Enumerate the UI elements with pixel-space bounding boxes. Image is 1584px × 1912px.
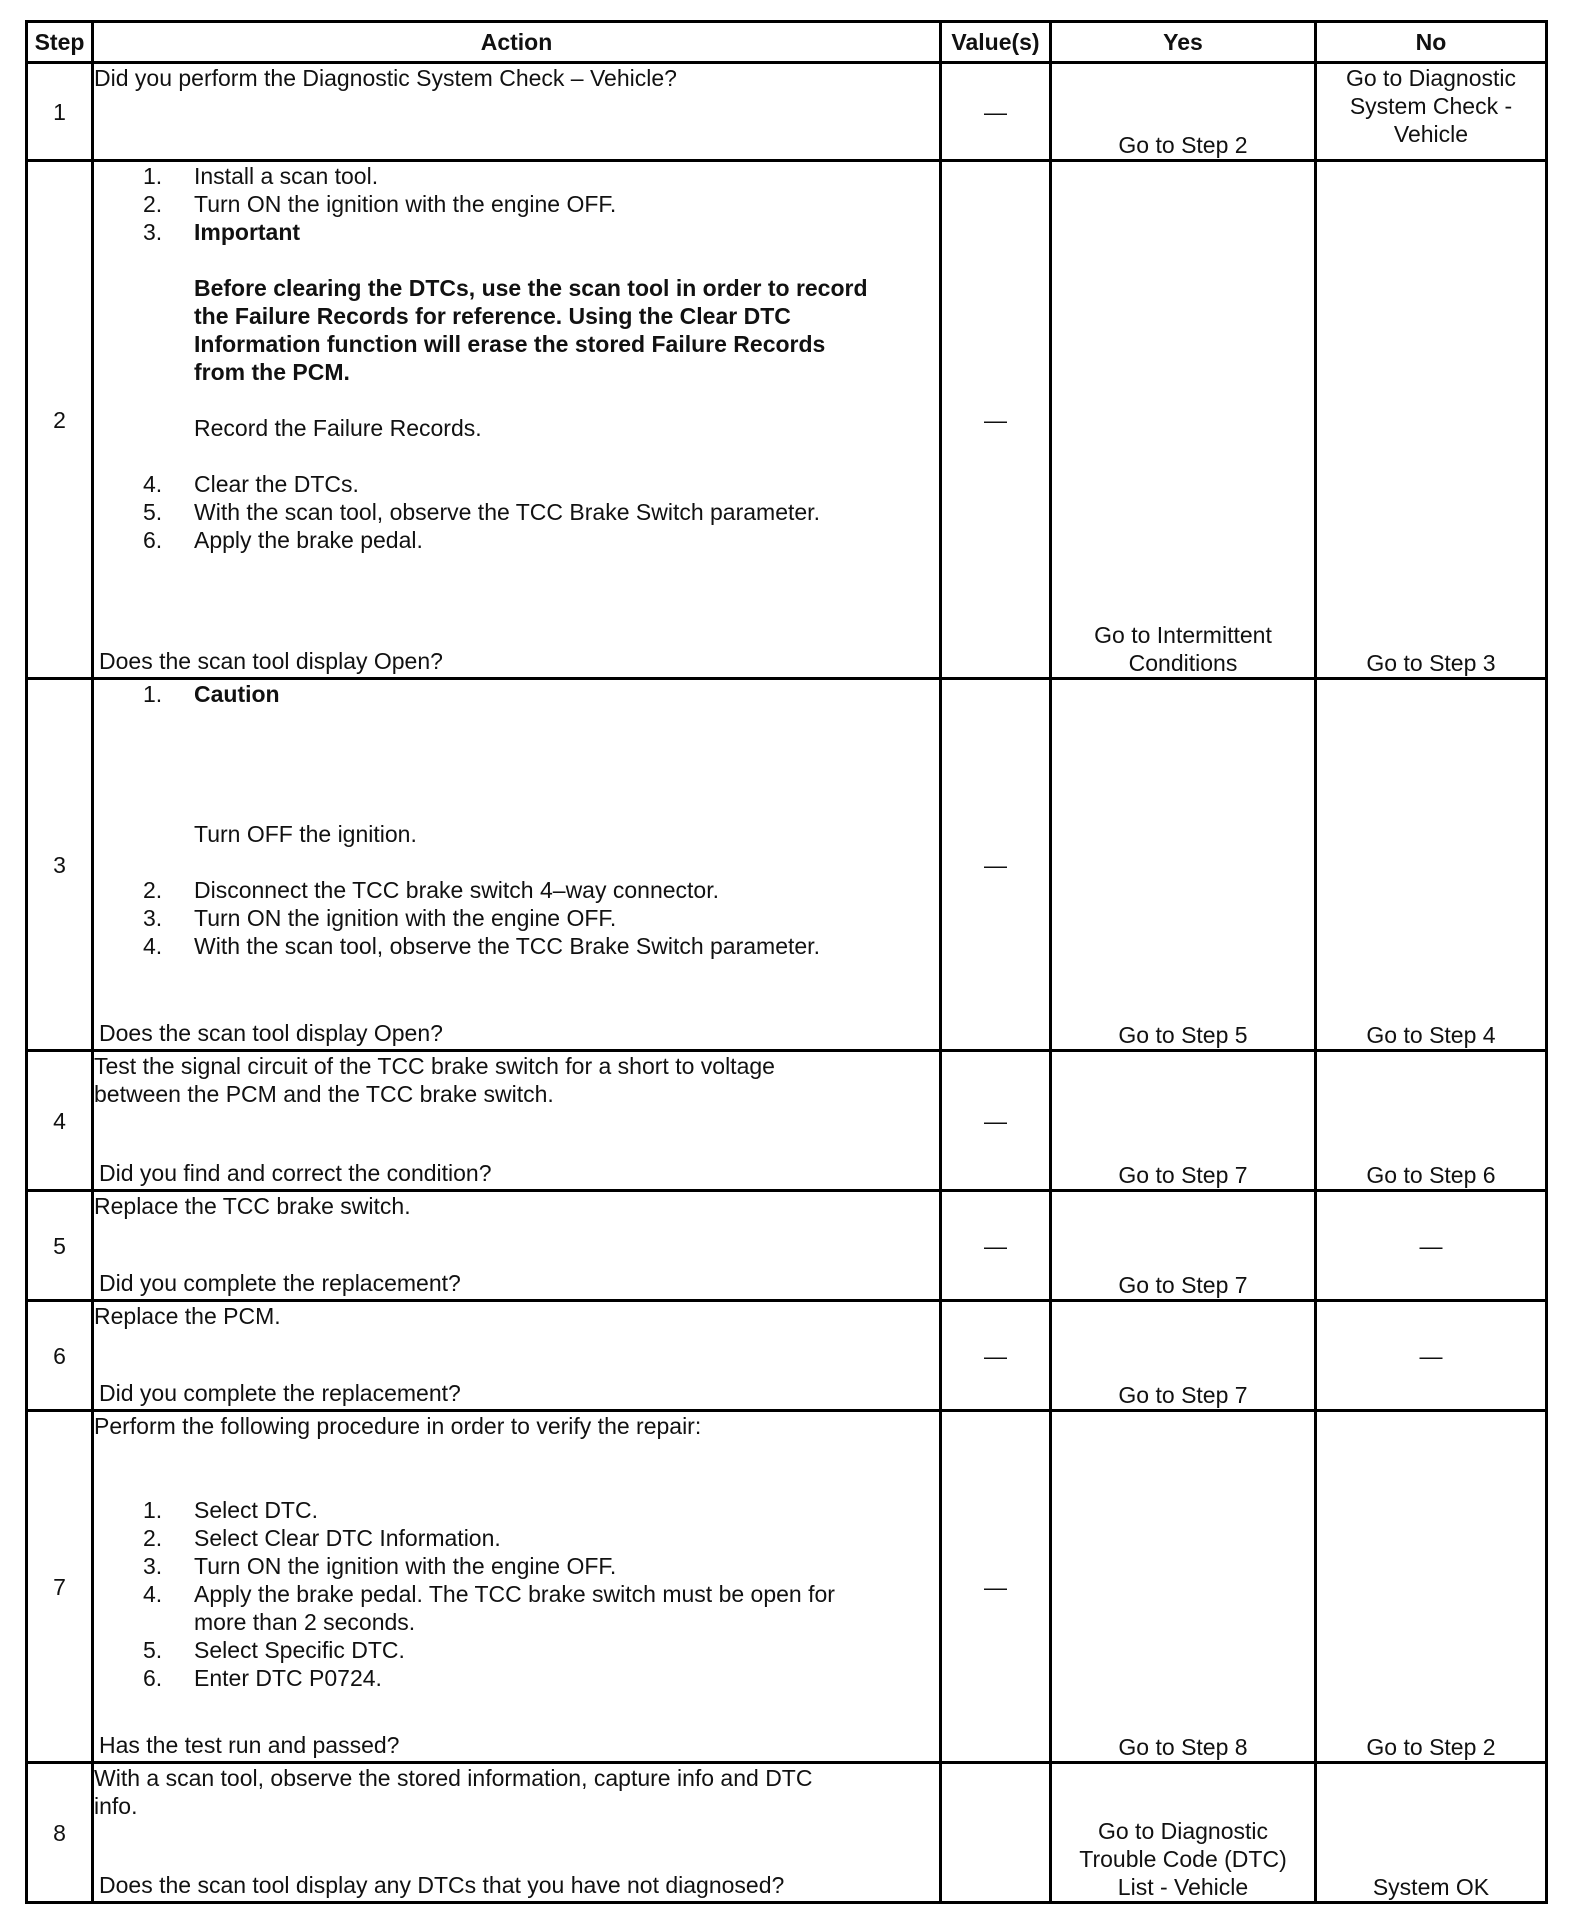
important-note <box>94 274 939 386</box>
question-text: Has the test run and passed? <box>99 1732 400 1758</box>
action-cell <box>93 1051 941 1191</box>
step-number: 1 <box>27 63 93 161</box>
header-yes: Yes <box>1051 22 1316 63</box>
item-text: more than 2 seconds. <box>194 1609 416 1635</box>
value-cell: — <box>941 161 1051 679</box>
header-step: Step <box>27 22 93 63</box>
yes-cell: Go to Step 7 <box>1051 1191 1316 1301</box>
procedure-list <box>94 680 939 708</box>
item-text: Enter DTC P0724. <box>194 1665 382 1691</box>
list-item <box>94 1608 939 1636</box>
caution-label: Caution <box>194 681 280 707</box>
list-item <box>94 1636 939 1664</box>
list-item <box>94 190 939 218</box>
item-number: 2. <box>143 1525 163 1551</box>
value-cell <box>941 1763 1051 1903</box>
list-item <box>94 470 939 498</box>
list-item <box>94 904 939 932</box>
record-instruction: Record the Failure Records. <box>194 415 482 441</box>
no-cell: Go to Step 4 <box>1316 679 1547 1051</box>
question-text: Did you complete the replacement? <box>99 1270 461 1296</box>
diagnostic-table <box>25 20 1548 1904</box>
no-cell: Go to Step 2 <box>1316 1411 1547 1763</box>
item-text: Select Clear DTC Information. <box>194 1525 501 1551</box>
action-cell <box>93 1411 941 1763</box>
action-text: Perform the following procedure in order to verify the repair: <box>94 1413 702 1439</box>
list-item <box>94 1552 939 1580</box>
action-line: Test the signal circuit of the TCC brake switch for a short to voltage <box>94 1053 775 1079</box>
no-cell: Go to Step 6 <box>1316 1051 1547 1191</box>
item-number: 6. <box>143 1665 163 1691</box>
list-item <box>94 876 939 904</box>
step-number: 5 <box>27 1191 93 1301</box>
table-row <box>27 1763 1547 1903</box>
procedure-list <box>94 162 939 246</box>
list-item <box>94 1664 939 1692</box>
yes-line: Go to Diagnostic <box>1097 1818 1269 1844</box>
action-text: Replace the TCC brake switch. <box>94 1193 411 1219</box>
value-cell: — <box>941 1411 1051 1763</box>
action-cell <box>93 1763 941 1903</box>
yes-cell: Go to Step 7 <box>1051 1051 1316 1191</box>
item-text: Install a scan tool. <box>194 163 379 189</box>
action-cell <box>93 63 941 161</box>
item-number: 5. <box>143 499 163 525</box>
item-text: Turn ON the ignition with the engine OFF. <box>194 905 617 931</box>
action-cell <box>93 161 941 679</box>
note-line: from the PCM. <box>194 359 350 385</box>
item-number: 1. <box>143 1497 163 1523</box>
step-number: 4 <box>27 1051 93 1191</box>
list-item <box>94 932 939 960</box>
procedure-list <box>94 470 939 554</box>
table-row <box>27 679 1547 1051</box>
action-text: Did you perform the Diagnostic System Check – Vehicle? <box>94 65 677 91</box>
list-item <box>94 218 939 246</box>
table-row <box>27 1051 1547 1191</box>
item-text: Clear the DTCs. <box>194 471 359 497</box>
table-row <box>27 1411 1547 1763</box>
item-number: 5. <box>143 1637 163 1663</box>
item-number: 1. <box>143 163 163 189</box>
item-number: 3. <box>143 1553 163 1579</box>
yes-line: Trouble Code (DTC) <box>1079 1846 1287 1872</box>
yes-cell: Go to Step 2 <box>1051 63 1316 161</box>
step-number: 6 <box>27 1301 93 1411</box>
no-cell: — <box>1316 1191 1547 1301</box>
item-text: Apply the brake pedal. The TCC brake switch must be open for <box>194 1581 835 1607</box>
yes-line: Conditions <box>1128 650 1238 676</box>
action-line: With a scan tool, observe the stored information, capture info and DTC <box>94 1765 813 1791</box>
no-line: Go to Diagnostic <box>1345 65 1517 91</box>
question-text: Did you complete the replacement? <box>99 1380 461 1406</box>
yes-cell <box>1051 161 1316 679</box>
item-text: Turn ON the ignition with the engine OFF. <box>194 1553 617 1579</box>
table-row <box>27 63 1547 161</box>
action-cell <box>93 679 941 1051</box>
header-action: Action <box>93 22 941 63</box>
action-cell <box>93 1301 941 1411</box>
important-label: Important <box>194 219 301 245</box>
question-text: Does the scan tool display Open? <box>99 648 443 674</box>
header-row <box>27 22 1547 63</box>
item-number: 3. <box>143 905 163 931</box>
list-item <box>94 1580 939 1608</box>
step-number: 8 <box>27 1763 93 1903</box>
item-number: 2. <box>143 877 163 903</box>
value-cell: — <box>941 63 1051 161</box>
question-text: Did you find and correct the condition? <box>99 1160 492 1186</box>
item-text: With the scan tool, observe the TCC Brake Switch parameter. <box>194 499 820 525</box>
list-item <box>94 1496 939 1524</box>
table-row <box>27 161 1547 679</box>
no-line: Vehicle <box>1393 121 1469 147</box>
no-cell: System OK <box>1316 1763 1547 1903</box>
list-item <box>94 526 939 554</box>
item-text: Select Specific DTC. <box>194 1637 405 1663</box>
item-number: 3. <box>143 219 163 245</box>
step-number: 7 <box>27 1411 93 1763</box>
no-cell: — <box>1316 1301 1547 1411</box>
note-line: the Failure Records for reference. Using the Clear DTC <box>194 303 791 329</box>
action-line: between the PCM and the TCC brake switch. <box>94 1081 554 1107</box>
value-cell: — <box>941 1301 1051 1411</box>
action-text: Replace the PCM. <box>94 1303 281 1329</box>
note-line: Information function will erase the stored Failure Records <box>194 331 826 357</box>
yes-line: List - Vehicle <box>1117 1874 1249 1900</box>
table-row <box>27 1191 1547 1301</box>
action-cell <box>93 1191 941 1301</box>
header-no: No <box>1316 22 1547 63</box>
item-text: Select DTC. <box>194 1497 318 1523</box>
list-item <box>94 680 939 708</box>
turn-off-instruction: Turn OFF the ignition. <box>194 821 417 847</box>
item-number: 4. <box>143 1581 163 1607</box>
procedure-list <box>94 1496 939 1692</box>
header-value: Value(s) <box>941 22 1051 63</box>
no-cell <box>1316 63 1547 161</box>
value-cell: — <box>941 679 1051 1051</box>
item-text: Apply the brake pedal. <box>194 527 423 553</box>
list-item <box>94 498 939 526</box>
yes-cell: Go to Step 8 <box>1051 1411 1316 1763</box>
step-number: 3 <box>27 679 93 1051</box>
list-item <box>94 1524 939 1552</box>
yes-cell: Go to Step 5 <box>1051 679 1316 1051</box>
item-number: 6. <box>143 527 163 553</box>
action-line: info. <box>94 1793 138 1819</box>
item-number: 4. <box>143 933 163 959</box>
note-line: Before clearing the DTCs, use the scan tool in order to record <box>194 275 868 301</box>
yes-cell: Go to Step 7 <box>1051 1301 1316 1411</box>
yes-cell <box>1051 1763 1316 1903</box>
no-line: System Check - <box>1349 93 1513 119</box>
value-cell: — <box>941 1051 1051 1191</box>
table-row <box>27 1301 1547 1411</box>
item-text: With the scan tool, observe the TCC Brake Switch parameter. <box>194 933 820 959</box>
procedure-list <box>94 876 939 960</box>
item-number: 1. <box>143 681 163 707</box>
question-text: Does the scan tool display any DTCs that you have not diagnosed? <box>99 1872 785 1898</box>
value-cell: — <box>941 1191 1051 1301</box>
item-text: Turn ON the ignition with the engine OFF. <box>194 191 617 217</box>
item-number: 2. <box>143 191 163 217</box>
yes-line: Go to Intermittent <box>1094 622 1272 648</box>
item-number: 4. <box>143 471 163 497</box>
item-text: Disconnect the TCC brake switch 4–way connector. <box>194 877 719 903</box>
question-text: Does the scan tool display Open? <box>99 1020 443 1046</box>
no-cell: Go to Step 3 <box>1316 161 1547 679</box>
step-number: 2 <box>27 161 93 679</box>
list-item <box>94 162 939 190</box>
